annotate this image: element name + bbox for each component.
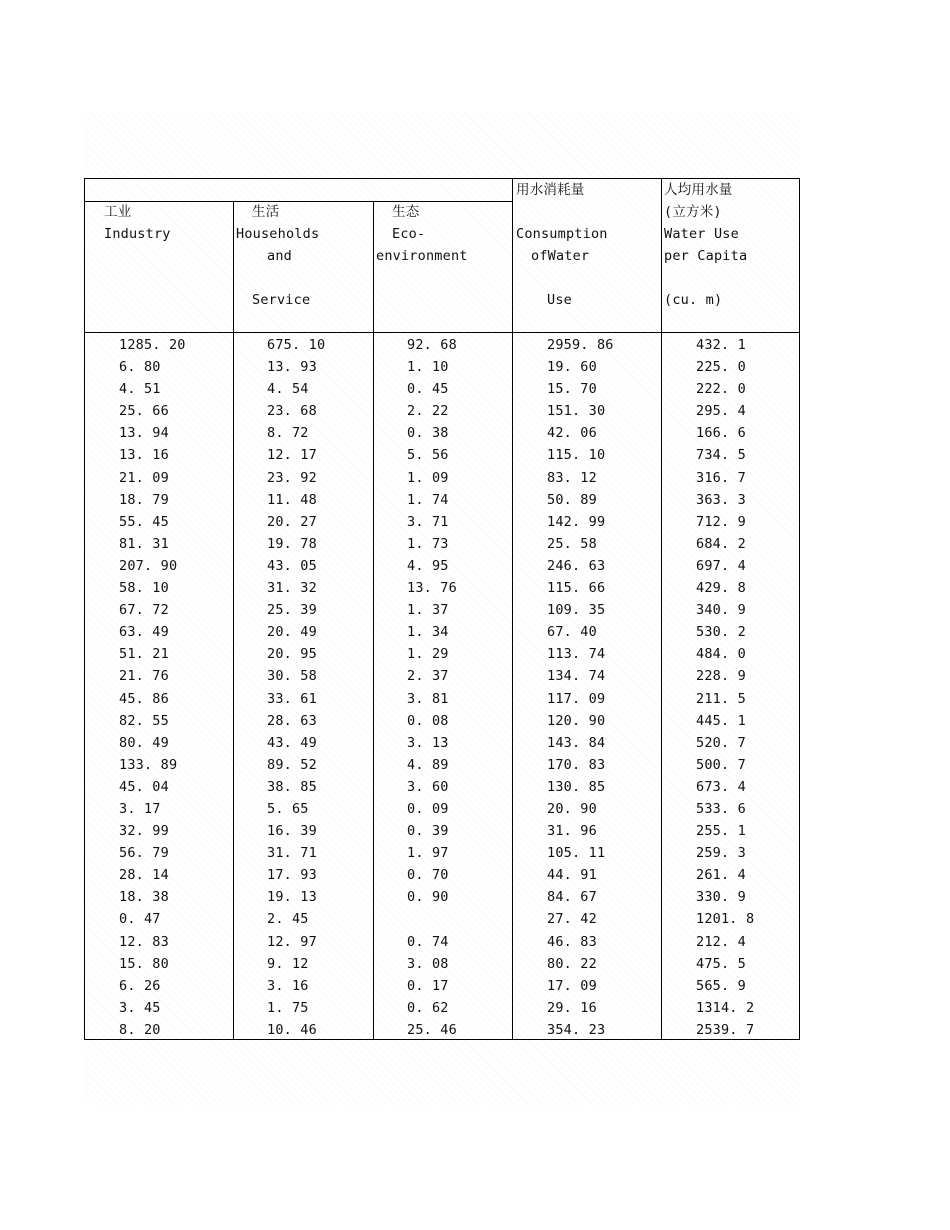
cell-eco: 4. 95: [407, 557, 449, 574]
table-row: [85, 1019, 801, 1041]
cell-households: 17. 93: [267, 867, 317, 884]
cell-percapita: 1314. 2: [696, 999, 755, 1016]
table-row: [85, 621, 801, 643]
cell-industry: 18. 38: [119, 889, 169, 906]
table-row: [85, 511, 801, 533]
cell-eco: 0. 70: [407, 867, 449, 884]
cell-industry: 80. 49: [119, 734, 169, 751]
table-row: [85, 820, 801, 842]
table-row: [85, 798, 801, 820]
cell-consumption: 109. 35: [547, 602, 606, 619]
cell-households: 3. 16: [267, 977, 309, 994]
table-row: [85, 754, 801, 776]
cell-households: 11. 48: [267, 491, 317, 508]
cell-households: 31. 71: [267, 845, 317, 862]
table-row: [85, 732, 801, 754]
cell-households: 31. 32: [267, 580, 317, 597]
cell-consumption: 31. 96: [547, 823, 597, 840]
cell-households: 675. 10: [267, 337, 326, 353]
cell-eco: 0. 09: [407, 800, 449, 817]
cell-industry: 28. 14: [119, 867, 169, 884]
cell-percapita: 211. 5: [696, 690, 746, 707]
header-percapita-cn: 人均用水量: [664, 182, 733, 198]
cell-eco: 1. 10: [407, 359, 449, 376]
cell-percapita: 255. 1: [696, 823, 746, 840]
cell-eco: 3. 81: [407, 690, 449, 707]
table-row: [85, 378, 801, 400]
cell-households: 23. 92: [267, 469, 317, 486]
table-body: [85, 334, 801, 1041]
cell-households: 28. 63: [267, 712, 317, 729]
cell-households: 19. 78: [267, 535, 317, 552]
header-households-en: Households: [236, 226, 320, 242]
cell-industry: 13. 94: [119, 425, 169, 442]
cell-consumption: 19. 60: [547, 359, 597, 376]
header-eco-environment: environment: [376, 248, 468, 264]
cell-eco: 0. 08: [407, 712, 449, 729]
cell-households: 8. 72: [267, 425, 309, 442]
header-percapita-unit-cn: (立方米): [664, 204, 722, 220]
cell-households: 16. 39: [267, 823, 317, 840]
cell-consumption: 20. 90: [547, 800, 597, 817]
table-row: [85, 864, 801, 886]
cell-industry: 6. 80: [119, 359, 161, 376]
cell-percapita: 228. 9: [696, 668, 746, 685]
cell-percapita: 363. 3: [696, 491, 746, 508]
header-percapita-unit: (cu. m): [664, 292, 723, 308]
cell-eco: 0. 90: [407, 889, 449, 906]
header-households-and: and: [267, 248, 292, 264]
cell-eco: 1. 37: [407, 602, 449, 619]
table-row: [85, 953, 801, 975]
cell-households: 9. 12: [267, 955, 309, 972]
table-row: [85, 886, 801, 908]
cell-industry: 21. 76: [119, 668, 169, 685]
cell-eco: 3. 71: [407, 513, 449, 530]
cell-industry: 81. 31: [119, 535, 169, 552]
cell-consumption: 46. 83: [547, 933, 597, 950]
cell-eco: 0. 45: [407, 381, 449, 398]
cell-consumption: 151. 30: [547, 403, 606, 420]
cell-eco: 0. 38: [407, 425, 449, 442]
cell-consumption: 117. 09: [547, 690, 606, 707]
header-consumption-use: Use: [547, 292, 572, 308]
cell-households: 43. 49: [267, 734, 317, 751]
table-row: [85, 688, 801, 710]
cell-consumption: 115. 66: [547, 580, 606, 597]
cell-percapita: 261. 4: [696, 867, 746, 884]
cell-industry: 6. 26: [119, 977, 161, 994]
cell-consumption: 50. 89: [547, 491, 597, 508]
cell-eco: 13. 76: [407, 580, 457, 597]
cell-industry: 58. 10: [119, 580, 169, 597]
table-row: [85, 356, 801, 378]
cell-consumption: 27. 42: [547, 911, 597, 928]
cell-eco: 5. 56: [407, 447, 449, 464]
table-row: [85, 643, 801, 665]
table-row: [85, 997, 801, 1019]
cell-industry: 32. 99: [119, 823, 169, 840]
header-consumption-ofwater: ofWater: [531, 248, 590, 264]
cell-consumption: 134. 74: [547, 668, 606, 685]
cell-percapita: 734. 5: [696, 447, 746, 464]
cell-eco: 3. 13: [407, 734, 449, 751]
header-eco-cn: 生态: [392, 204, 420, 220]
cell-households: 23. 68: [267, 403, 317, 420]
cell-households: 19. 13: [267, 889, 317, 906]
cell-eco: 2. 37: [407, 668, 449, 685]
table-row: [85, 599, 801, 621]
cell-households: 38. 85: [267, 778, 317, 795]
cell-percapita: 225. 0: [696, 359, 746, 376]
header-consumption-cn: 用水消耗量: [516, 182, 585, 198]
cell-industry: 25. 66: [119, 403, 169, 420]
cell-industry: 45. 04: [119, 778, 169, 795]
cell-percapita: 432. 1: [696, 337, 746, 353]
cell-percapita: 316. 7: [696, 469, 746, 486]
cell-consumption: 142. 99: [547, 513, 606, 530]
cell-households: 12. 17: [267, 447, 317, 464]
cell-industry: 55. 45: [119, 513, 169, 530]
cell-consumption: 354. 23: [547, 1021, 606, 1038]
table-row: [85, 710, 801, 732]
cell-eco: 1. 29: [407, 646, 449, 663]
table-row: [85, 931, 801, 953]
table-row: [85, 467, 801, 489]
table-row: [85, 489, 801, 511]
cell-households: 33. 61: [267, 690, 317, 707]
cell-percapita: 697. 4: [696, 557, 746, 574]
cell-households: 25. 39: [267, 602, 317, 619]
cell-industry: 15. 80: [119, 955, 169, 972]
cell-percapita: 684. 2: [696, 535, 746, 552]
cell-industry: 8. 20: [119, 1021, 161, 1038]
table-row: [85, 776, 801, 798]
table-row: [85, 665, 801, 687]
cell-percapita: 520. 7: [696, 734, 746, 751]
cell-percapita: 445. 1: [696, 712, 746, 729]
cell-eco: 3. 60: [407, 778, 449, 795]
cell-percapita: 475. 5: [696, 955, 746, 972]
header-industry-cn: 工业: [104, 204, 132, 220]
table-row: [85, 975, 801, 997]
cell-consumption: 29. 16: [547, 999, 597, 1016]
cell-households: 13. 93: [267, 359, 317, 376]
cell-industry: 82. 55: [119, 712, 169, 729]
cell-households: 5. 65: [267, 800, 309, 817]
header-body-divider: [85, 332, 799, 333]
cell-percapita: 500. 7: [696, 756, 746, 773]
cell-industry: 12. 83: [119, 933, 169, 950]
cell-industry: 3. 17: [119, 800, 161, 817]
cell-eco: 92. 68: [407, 337, 457, 353]
cell-consumption: 115. 10: [547, 447, 606, 464]
table-row: [85, 842, 801, 864]
cell-consumption: 83. 12: [547, 469, 597, 486]
table-row: [85, 444, 801, 466]
cell-percapita: 712. 9: [696, 513, 746, 530]
cell-consumption: 15. 70: [547, 381, 597, 398]
cell-eco: 4. 89: [407, 756, 449, 773]
bottom-shaded-band: [84, 1040, 800, 1106]
header-industry-en: Industry: [104, 226, 171, 242]
cell-eco: 0. 39: [407, 823, 449, 840]
cell-industry: 56. 79: [119, 845, 169, 862]
header-percapita-en: Water Use: [664, 226, 739, 242]
cell-eco: 3. 08: [407, 955, 449, 972]
cell-eco: 1. 74: [407, 491, 449, 508]
cell-eco: 1. 73: [407, 535, 449, 552]
cell-industry: 4. 51: [119, 381, 161, 398]
cell-consumption: 120. 90: [547, 712, 606, 729]
cell-households: 20. 49: [267, 624, 317, 641]
table-row: [85, 577, 801, 599]
cell-consumption: 25. 58: [547, 535, 597, 552]
cell-percapita: 533. 6: [696, 800, 746, 817]
cell-industry: 1285. 20: [119, 337, 186, 353]
cell-percapita: 295. 4: [696, 403, 746, 420]
cell-consumption: 67. 40: [547, 624, 597, 641]
cell-industry: 51. 21: [119, 646, 169, 663]
cell-consumption: 84. 67: [547, 889, 597, 906]
cell-eco: 2. 22: [407, 403, 449, 420]
cell-eco: 1. 09: [407, 469, 449, 486]
cell-percapita: 222. 0: [696, 381, 746, 398]
cell-households: 20. 27: [267, 513, 317, 530]
cell-eco: 1. 34: [407, 624, 449, 641]
cell-percapita: 673. 4: [696, 778, 746, 795]
header-consumption-en: Consumption: [516, 226, 608, 242]
cell-percapita: 565. 9: [696, 977, 746, 994]
table-row: [85, 422, 801, 444]
cell-industry: 133. 89: [119, 756, 178, 773]
cell-households: 10. 46: [267, 1021, 317, 1038]
table-row: [85, 334, 801, 356]
cell-percapita: 484. 0: [696, 646, 746, 663]
cell-industry: 18. 79: [119, 491, 169, 508]
cell-industry: 0. 47: [119, 911, 161, 928]
header-eco-en: Eco-: [392, 226, 426, 242]
header-households-service: Service: [252, 292, 311, 308]
cell-consumption: 44. 91: [547, 867, 597, 884]
cell-eco: 0. 74: [407, 933, 449, 950]
cell-industry: 13. 16: [119, 447, 169, 464]
header-percapita-en-2: per Capita: [664, 248, 748, 264]
cell-percapita: 429. 8: [696, 580, 746, 597]
cell-households: 1. 75: [267, 999, 309, 1016]
cell-consumption: 2959. 86: [547, 337, 614, 353]
cell-eco: 0. 62: [407, 999, 449, 1016]
cell-eco: 0. 17: [407, 977, 449, 994]
cell-percapita: 330. 9: [696, 889, 746, 906]
cell-percapita: 1201. 8: [696, 911, 755, 928]
cell-percapita: 166. 6: [696, 425, 746, 442]
cell-consumption: 80. 22: [547, 955, 597, 972]
table-row: [85, 400, 801, 422]
table-row: [85, 533, 801, 555]
cell-households: 4. 54: [267, 381, 309, 398]
cell-households: 43. 05: [267, 557, 317, 574]
cell-industry: 21. 09: [119, 469, 169, 486]
cell-eco: 25. 46: [407, 1021, 457, 1038]
cell-consumption: 17. 09: [547, 977, 597, 994]
cell-industry: 63. 49: [119, 624, 169, 641]
cell-industry: 45. 86: [119, 690, 169, 707]
table-row: [85, 908, 801, 930]
cell-percapita: 212. 4: [696, 933, 746, 950]
cell-consumption: 113. 74: [547, 646, 606, 663]
cell-consumption: 42. 06: [547, 425, 597, 442]
cell-percapita: 530. 2: [696, 624, 746, 641]
header-sub-divider: [85, 201, 512, 202]
cell-percapita: 2539. 7: [696, 1021, 755, 1038]
cell-households: 2. 45: [267, 911, 309, 928]
cell-households: 89. 52: [267, 756, 317, 773]
cell-percapita: 259. 3: [696, 845, 746, 862]
cell-consumption: 130. 85: [547, 778, 606, 795]
top-shaded-band: [84, 112, 800, 178]
table-row: [85, 555, 801, 577]
cell-industry: 207. 90: [119, 557, 178, 574]
cell-consumption: 246. 63: [547, 557, 606, 574]
water-use-table: [84, 178, 800, 1040]
cell-consumption: 170. 83: [547, 756, 606, 773]
cell-eco: 1. 97: [407, 845, 449, 862]
cell-industry: 3. 45: [119, 999, 161, 1016]
cell-consumption: 143. 84: [547, 734, 606, 751]
header-households-cn: 生活: [252, 204, 280, 220]
cell-consumption: 105. 11: [547, 845, 606, 862]
cell-households: 20. 95: [267, 646, 317, 663]
cell-households: 12. 97: [267, 933, 317, 950]
cell-industry: 67. 72: [119, 602, 169, 619]
cell-households: 30. 58: [267, 668, 317, 685]
cell-percapita: 340. 9: [696, 602, 746, 619]
